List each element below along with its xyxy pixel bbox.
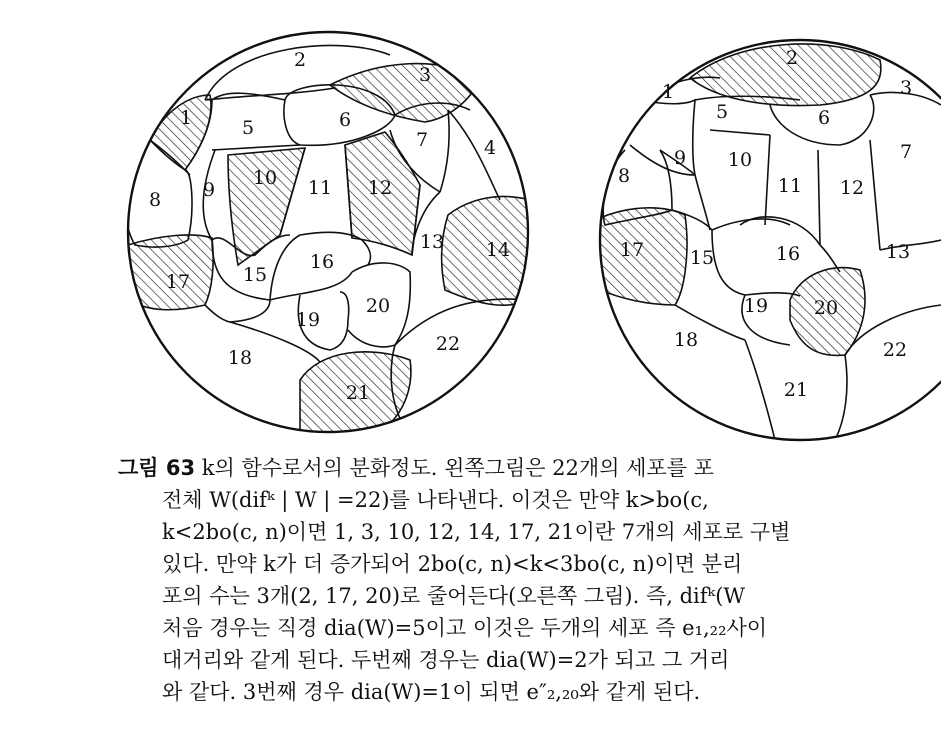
left-label-8: 8 [148,189,162,211]
right-label-6: 6 [817,107,831,129]
caption-line-1-text: k의 함수로서의 분화정도. 왼쪽그림은 22개의 세포를 포 [201,456,714,480]
left-cell-3-hatch [330,64,480,122]
left-label-7: 7 [415,129,429,151]
left-label-13: 13 [419,231,445,253]
right-label-1: 1 [661,81,675,103]
left-label-15: 15 [242,264,268,286]
left-label-22: 22 [435,333,461,355]
figure-caption [118,452,941,708]
left-cell-diagram [124,45,530,440]
left-label-10: 10 [252,167,278,189]
right-label-2: 2 [785,47,799,69]
right-label-15: 15 [689,247,715,269]
caption-line-4: 있다. 만약 k가 더 증가되어 2bo(c, n)<k<3bo(c, n)이면 분리 [162,552,743,576]
left-label-5: 5 [241,117,255,139]
left-label-17: 17 [165,271,191,293]
right-label-19: 19 [743,295,769,317]
caption-line-5: 포의 수는 3개(2, 17, 20)로 줄어든다(오른쪽 그림). 즉, difᵏ(W [162,584,745,608]
right-label-21: 21 [783,379,809,401]
left-label-3: 3 [418,64,432,86]
caption-line-3: k<2bo(c, n)이면 1, 3, 10, 12, 14, 17, 21이란 7개의 세포로 구별 [162,520,791,544]
left-label-14: 14 [485,239,511,261]
right-label-13: 13 [885,241,911,263]
right-label-3: 3 [899,77,913,99]
left-cell-10-hatch [228,148,305,265]
right-label-5: 5 [715,101,729,123]
left-label-12: 12 [367,177,393,199]
caption-line-6: 처음 경우는 직경 dia(W)=5이고 이것은 두개의 세포 즉 e₁,₂₂사이 [162,616,768,640]
right-label-16: 16 [775,243,801,265]
caption-line-2: 전체 W(difᵏ | W | =22)를 나타낸다. 이것은 만약 k>bo(c, [162,488,709,512]
right-label-18: 18 [673,329,699,351]
right-label-8: 8 [617,165,631,187]
left-label-9: 9 [202,179,216,201]
caption-line-7: 대거리와 같게 된다. 두번째 경우는 dia(W)=2가 되고 그 거리 [162,648,730,672]
left-label-21: 21 [345,382,371,404]
right-label-9: 9 [673,147,687,169]
right-label-7: 7 [899,141,913,163]
left-label-1: 1 [179,107,193,129]
right-label-22: 22 [882,339,908,361]
left-label-6: 6 [338,109,352,131]
right-label-10: 10 [727,149,753,171]
right-label-12: 12 [839,177,865,199]
right-label-17: 17 [619,239,645,261]
left-label-19: 19 [295,309,321,331]
left-label-11: 11 [307,177,333,199]
left-label-18: 18 [227,347,253,369]
caption-figure-label: 그림 63 [118,456,196,480]
caption-line-1 [118,452,941,484]
right-label-11: 11 [777,175,803,197]
left-label-20: 20 [365,295,391,317]
caption-line-8: 와 같다. 3번째 경우 dia(W)=1이 되면 e″₂,₂₀와 같게 된다. [162,680,701,704]
left-label-16: 16 [309,251,335,273]
left-label-2: 2 [293,49,307,71]
right-label-20: 20 [813,297,839,319]
left-label-4: 4 [483,137,497,159]
